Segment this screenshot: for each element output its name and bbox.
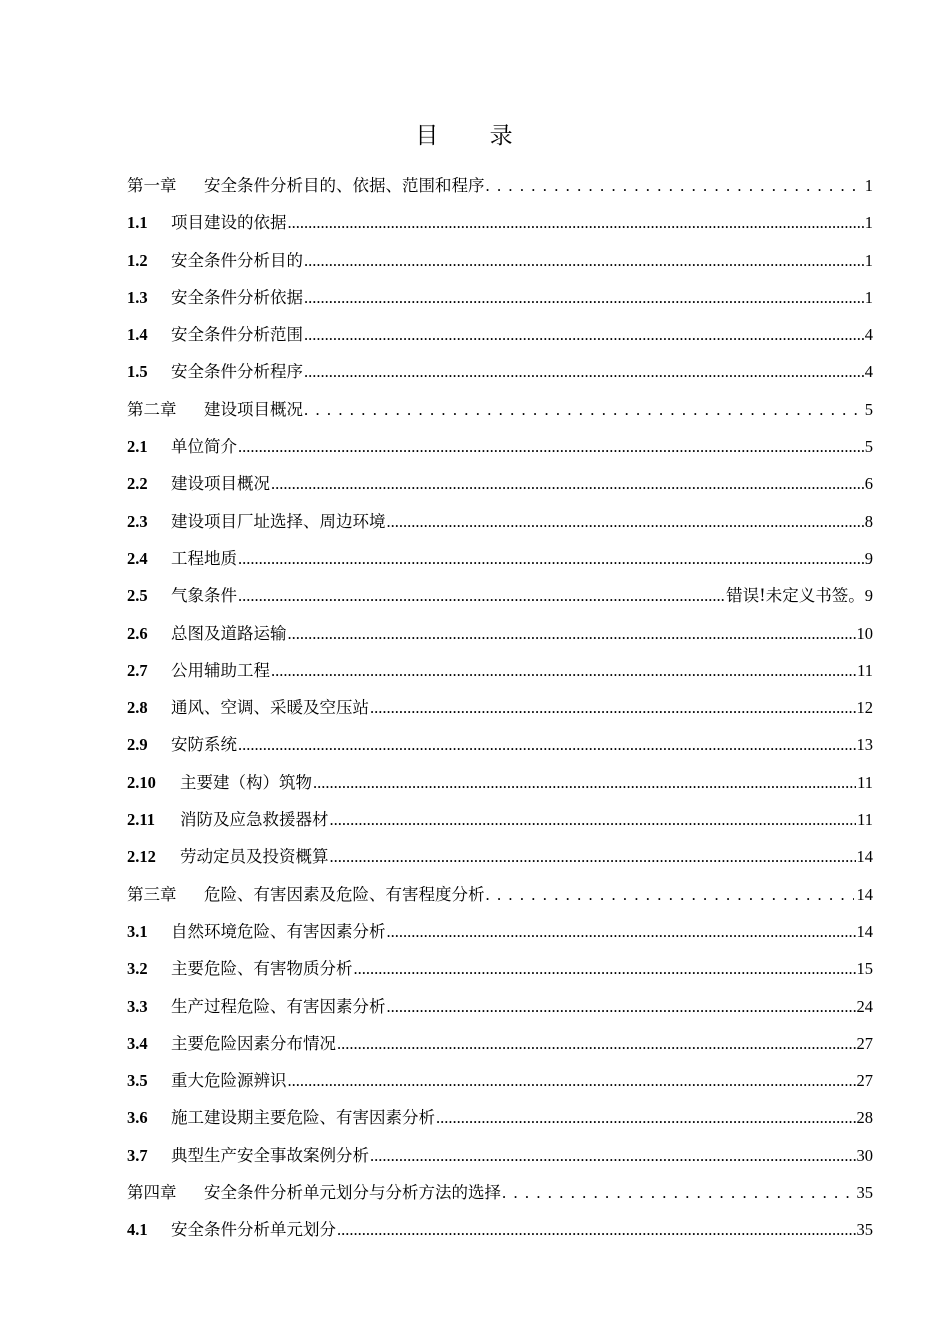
section-number: 3.7 xyxy=(127,1145,148,1165)
toc-section-entry[interactable] xyxy=(127,353,873,390)
entry-title: 项目建设的依据 xyxy=(171,213,287,233)
dot-leader xyxy=(330,838,856,875)
toc-section-entry[interactable] xyxy=(127,1025,873,1062)
dot-leader xyxy=(238,726,856,763)
page-number: 8 xyxy=(864,511,873,531)
dot-leader xyxy=(330,801,857,838)
dot-leader xyxy=(271,652,856,689)
toc-section-entry[interactable] xyxy=(127,801,873,838)
toc-section-entry[interactable] xyxy=(127,540,873,577)
section-number: 1.5 xyxy=(127,362,148,382)
page-number: 24 xyxy=(856,996,873,1016)
section-number: 3.4 xyxy=(127,1033,148,1053)
section-number: 2.12 xyxy=(127,847,156,867)
entry-title: 自然环境危险、有害因素分析 xyxy=(171,921,386,941)
bookmark-error-text: 错误!未定义书签。 xyxy=(726,586,865,606)
page-number: 14 xyxy=(856,847,873,867)
dot-leader xyxy=(288,1062,856,1099)
entry-title: 建设项目概况 xyxy=(204,399,303,419)
toc-section-entry[interactable] xyxy=(127,726,873,763)
entry-title: 生产过程危险、有害因素分析 xyxy=(171,996,386,1016)
section-number: 3.6 xyxy=(127,1108,148,1128)
page-number: 4 xyxy=(864,362,873,382)
page-number: 5 xyxy=(864,399,873,419)
section-number: 2.7 xyxy=(127,660,148,680)
page-number: 11 xyxy=(857,772,873,792)
page-number: 5 xyxy=(864,437,873,457)
page-number: 35 xyxy=(856,1183,873,1203)
dot-leader xyxy=(304,242,864,279)
dot-leader xyxy=(304,316,864,353)
page-number: 11 xyxy=(857,660,873,680)
page-number: 30 xyxy=(856,1145,873,1165)
page-title: 目 录 xyxy=(415,123,535,149)
page-number: 11 xyxy=(857,810,873,830)
page-number: 1 xyxy=(864,287,873,307)
dot-leader xyxy=(238,428,864,465)
toc-section-entry[interactable] xyxy=(127,652,873,689)
toc-section-entry[interactable] xyxy=(127,764,873,801)
chapter-label: 第三章 xyxy=(127,884,177,904)
entry-title: 施工建设期主要危险、有害因素分析 xyxy=(171,1108,435,1128)
section-number: 2.11 xyxy=(127,810,155,830)
dot-leader xyxy=(238,540,864,577)
section-number: 2.2 xyxy=(127,474,148,494)
dot-leader xyxy=(387,913,856,950)
section-number: 2.6 xyxy=(127,623,148,643)
section-number: 3.1 xyxy=(127,921,148,941)
chapter-label: 第一章 xyxy=(127,176,177,195)
page-number: 1 xyxy=(864,176,873,195)
entry-title: 通风、空调、采暖及空压站 xyxy=(171,698,369,718)
entry-title: 气象条件 xyxy=(171,586,237,606)
page-number: 1 xyxy=(864,213,873,233)
section-number: 3.5 xyxy=(127,1071,148,1091)
table-of-contents xyxy=(127,167,873,1249)
dot-leader xyxy=(238,577,725,614)
toc-chapter-entry[interactable] xyxy=(127,1174,873,1211)
dot-leader xyxy=(288,615,856,652)
dot-leader xyxy=(436,1099,856,1136)
entry-title: 公用辅助工程 xyxy=(171,660,270,680)
dot-leader xyxy=(387,988,856,1025)
entry-title: 单位简介 xyxy=(171,437,237,457)
entry-title: 主要建（构）筑物 xyxy=(180,772,312,792)
chapter-label: 第四章 xyxy=(127,1183,177,1203)
toc-chapter-entry[interactable] xyxy=(127,167,873,204)
page-number: 27 xyxy=(856,1071,873,1091)
toc-section-entry[interactable] xyxy=(127,1137,873,1174)
toc-chapter-entry[interactable] xyxy=(127,391,873,428)
toc-section-entry[interactable] xyxy=(127,615,873,652)
section-number: 1.4 xyxy=(127,325,148,345)
entry-title: 安全条件分析目的 xyxy=(171,250,303,270)
entry-title: 主要危险因素分布情况 xyxy=(171,1033,336,1053)
entry-title: 安全条件分析依据 xyxy=(171,287,303,307)
page-number: 6 xyxy=(864,474,873,494)
toc-section-entry[interactable] xyxy=(127,988,873,1025)
page-number: 28 xyxy=(856,1108,873,1128)
dot-leader xyxy=(337,1211,856,1248)
dot-leader xyxy=(387,503,864,540)
entry-title: 安全条件分析单元划分 xyxy=(171,1220,336,1240)
toc-section-entry[interactable] xyxy=(127,950,873,987)
section-number: 2.5 xyxy=(127,586,148,606)
section-number: 2.4 xyxy=(127,548,148,568)
page-number: 9 xyxy=(864,548,873,568)
page-number: 35 xyxy=(856,1220,873,1240)
entry-title: 安全条件分析范围 xyxy=(171,325,303,345)
entry-title: 建设项目概况 xyxy=(171,474,270,494)
dot-leader xyxy=(354,950,856,987)
dot-leader xyxy=(304,391,862,428)
page-number: 10 xyxy=(856,623,873,643)
entry-title: 建设项目厂址选择、周边环境 xyxy=(171,511,386,531)
dot-leader xyxy=(271,465,864,502)
section-number: 3.3 xyxy=(127,996,148,1016)
toc-section-entry[interactable] xyxy=(127,204,873,241)
toc-section-entry[interactable] xyxy=(127,913,873,950)
page-number: 14 xyxy=(856,921,873,941)
toc-section-entry[interactable] xyxy=(127,1062,873,1099)
toc-section-entry[interactable] xyxy=(127,428,873,465)
entry-title: 消防及应急救援器材 xyxy=(180,810,329,830)
entry-title: 典型生产安全事故案例分析 xyxy=(171,1145,369,1165)
section-number: 3.2 xyxy=(127,959,148,979)
entry-title: 总图及道路运输 xyxy=(171,623,287,643)
section-number: 1.1 xyxy=(127,213,148,233)
toc-section-entry[interactable] xyxy=(127,279,873,316)
toc-section-entry[interactable] xyxy=(127,1099,873,1136)
toc-section-entry[interactable] xyxy=(127,465,873,502)
dot-leader xyxy=(304,279,864,316)
section-number: 1.2 xyxy=(127,250,148,270)
page-number: 9 xyxy=(864,586,873,606)
page-number: 4 xyxy=(864,325,873,345)
dot-leader xyxy=(502,1174,854,1211)
toc-section-entry[interactable] xyxy=(127,838,873,875)
section-number: 2.1 xyxy=(127,437,148,457)
entry-title: 安全条件分析程序 xyxy=(171,362,303,382)
entry-title: 工程地质 xyxy=(171,548,237,568)
dot-leader xyxy=(288,204,864,241)
toc-section-entry[interactable] xyxy=(127,503,873,540)
section-number: 4.1 xyxy=(127,1220,148,1240)
entry-title: 劳动定员及投资概算 xyxy=(180,847,329,867)
entry-title: 危险、有害因素及危险、有害程度分析 xyxy=(204,884,485,904)
dot-leader xyxy=(337,1025,856,1062)
dot-leader xyxy=(486,167,862,204)
toc-section-entry[interactable] xyxy=(127,689,873,726)
section-number: 2.9 xyxy=(127,735,148,755)
section-number: 2.10 xyxy=(127,772,156,792)
chapter-label: 第二章 xyxy=(127,399,177,419)
page-number: 12 xyxy=(856,698,873,718)
dot-leader xyxy=(486,876,854,913)
dot-leader xyxy=(370,689,856,726)
entry-title: 重大危险源辨识 xyxy=(171,1071,287,1091)
entry-title: 安全条件分析目的、依据、范围和程序 xyxy=(204,176,485,195)
entry-title: 安防系统 xyxy=(171,735,237,755)
section-number: 2.3 xyxy=(127,511,148,531)
section-number: 2.8 xyxy=(127,698,148,718)
toc-section-entry[interactable] xyxy=(127,1211,873,1248)
toc-section-entry[interactable] xyxy=(127,242,873,279)
page-number: 15 xyxy=(856,959,873,979)
entry-title: 安全条件分析单元划分与分析方法的选择 xyxy=(204,1183,501,1203)
dot-leader xyxy=(370,1137,856,1174)
page-number: 13 xyxy=(856,735,873,755)
toc-section-entry[interactable] xyxy=(127,316,873,353)
page-number: 14 xyxy=(856,884,873,904)
section-number: 1.3 xyxy=(127,287,148,307)
dot-leader xyxy=(313,764,856,801)
toc-section-entry[interactable] xyxy=(127,577,873,614)
toc-chapter-entry[interactable] xyxy=(127,876,873,913)
page-number: 1 xyxy=(864,250,873,270)
dot-leader xyxy=(304,353,864,390)
page-number: 27 xyxy=(856,1033,873,1053)
entry-title: 主要危险、有害物质分析 xyxy=(171,959,353,979)
